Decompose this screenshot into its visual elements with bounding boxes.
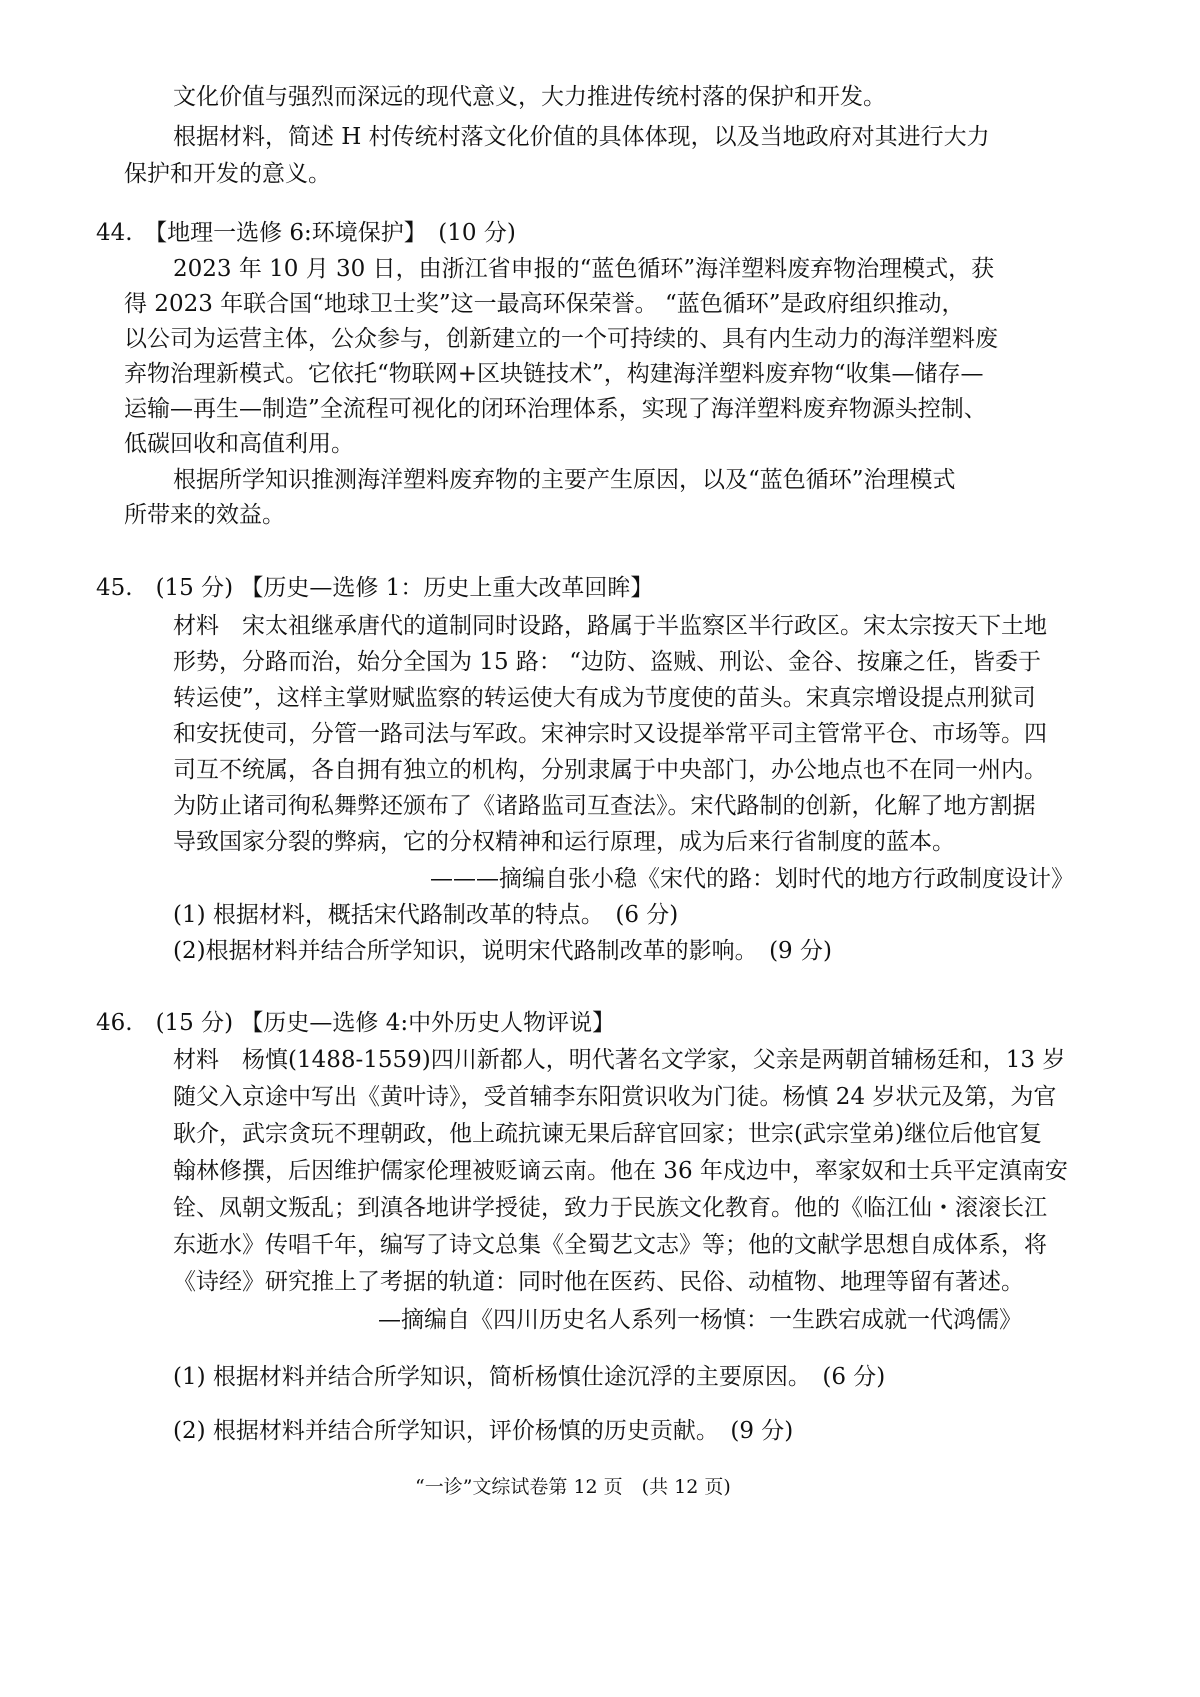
- q45-body-line: 转运使”，这样主掌财赋监察的转运使大有成为节度使的苗头。宋真宗增设提点刑狱司: [173, 685, 1036, 711]
- q46-body-line: 翰林修撰，后因维护儒家伦理被贬谪云南。他在 36 年戍边中，率家奴和士兵平定滇南安: [173, 1158, 1068, 1184]
- q45-body-line: 材料 宋太祖继承唐代的道制同时设路，路属于半监察区半行政区。宋太宗按天下土地: [173, 613, 1047, 639]
- q46-body-line: 耿介，武宗贪玩不理朝政，他上疏抗谏无果后辞官回家；世宗(武宗堂弟)继位后他官复: [173, 1121, 1042, 1147]
- q45-subquestion-1: (1) 根据材料，概括宋代路制改革的特点。 (6 分): [173, 902, 679, 928]
- q44-body-line: 得 2023 年联合国“地球卫士奖”这一最高环保荣誉。 “蓝色循环”是政府组织推动，: [124, 291, 965, 317]
- q46-body-line: 材料 杨慎(1488-1559)四川新都人，明代著名文学家，父亲是两朝首辅杨廷和，13 岁: [173, 1047, 1066, 1073]
- page-footer: “一诊”文综试卷第 12 页 (共 12 页): [415, 1476, 731, 1498]
- q45-heading: 45. (15 分) 【历史—选修 1：历史上重大改革回眸】: [96, 575, 654, 601]
- q45-body-line: 为防止诸司徇私舞弊还颁布了《诸路监司互查法》。宋代路制的创新，化解了地方割据: [173, 793, 1036, 819]
- q45-body-line: 和安抚使司，分管一路司法与军政。宋神宗时又设提举常平司主管常平仓、市场等。四: [173, 721, 1047, 747]
- q45-body-line: 导致国家分裂的弊病，它的分权精神和运行原理，成为后来行省制度的蓝本。: [173, 829, 955, 855]
- intro-line: 保护和开发的意义。: [124, 161, 331, 187]
- q46-subquestion-1: (1) 根据材料并结合所学知识，简析杨慎仕途沉浮的主要原因。 (6 分): [173, 1364, 886, 1390]
- intro-line: 文化价值与强烈而深远的现代意义，大力推进传统村落的保护和开发。: [173, 84, 886, 110]
- q44-heading: 44. 【地理一选修 6:环境保护】 (10 分): [96, 220, 516, 246]
- q46-body-line: 《诗经》研究推上了考据的轨道：同时他在医药、民俗、动植物、地理等留有著述。: [173, 1269, 1024, 1295]
- q46-source: —摘编自《四川历史名人系列一杨慎：一生跌宕成就一代鸿儒》: [378, 1307, 1022, 1333]
- q46-body-line: 铨、凤朝文叛乱；到滇各地讲学授徒，致力于民族文化教育。他的《临江仙・滚滚长江: [173, 1195, 1047, 1221]
- q46-body-line: 东逝水》传唱千年，编写了诗文总集《全蜀艺文志》等；他的文献学思想自成体系，将: [173, 1232, 1047, 1258]
- q44-question-line: 所带来的效益。: [124, 502, 285, 528]
- q44-body-line: 2023 年 10 月 30 日，由浙江省申报的“蓝色循环”海洋塑料废弃物治理模式，获: [173, 256, 995, 282]
- q45-body-line: 司互不统属，各自拥有独立的机构，分别隶属于中央部门，办公地点也不在同一州内。: [173, 757, 1047, 783]
- q45-subquestion-2: (2)根据材料并结合所学知识，说明宋代路制改革的影响。 (9 分): [173, 938, 832, 964]
- q46-heading: 46. (15 分) 【历史—选修 4:中外历史人物评说】: [96, 1010, 616, 1036]
- q44-body-line: 弃物治理新模式。它依托“物联网+区块链技术”，构建海洋塑料废弃物“收集—储存—: [124, 361, 984, 387]
- q45-body-line: 形势，分路而治，始分全国为 15 路： “边防、盗贼、刑讼、金谷、按廉之任，皆委于: [173, 649, 1041, 675]
- q44-body-line: 运输—再生—制造”全流程可视化的闭环治理体系，实现了海洋塑料废弃物源头控制、: [124, 396, 987, 422]
- q45-source: ———摘编自张小稳《宋代的路：划时代的地方行政制度设计》: [430, 866, 1074, 892]
- q46-subquestion-2: (2) 根据材料并结合所学知识，评价杨慎的历史贡献。 (9 分): [173, 1418, 794, 1444]
- q44-body-line: 以公司为运营主体，公众参与，创新建立的一个可持续的、具有内生动力的海洋塑料废: [124, 326, 998, 352]
- q46-body-line: 随父入京途中写出《黄叶诗》，受首辅李东阳赏识收为门徒。杨慎 24 岁状元及第，为官: [173, 1084, 1057, 1110]
- intro-line: 根据材料，简述 H 村传统村落文化价值的具体体现，以及当地政府对其进行大力: [173, 124, 990, 150]
- q44-question-line: 根据所学知识推测海洋塑料废弃物的主要产生原因，以及“蓝色循环”治理模式: [173, 467, 956, 493]
- q44-body-line: 低碳回收和高值利用。: [124, 431, 354, 457]
